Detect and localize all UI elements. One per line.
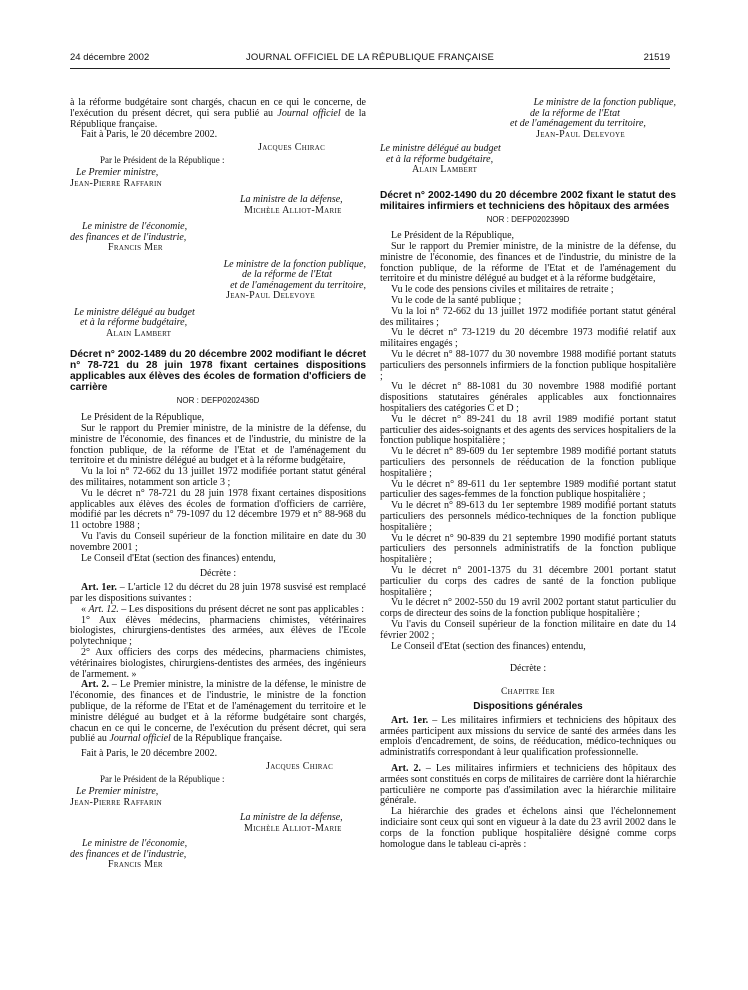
visa-law: Vu la loi n° 72-662 du 13 juillet 1972 modifiée portant statut général des militaires, notamment son article 3 ; bbox=[70, 466, 366, 489]
left-column bbox=[70, 98, 366, 871]
budget-minister-name: Alain Lambert bbox=[106, 327, 172, 339]
visa-item: Vu le décret n° 89-609 du 1er septembre 1989 modifié portant statuts particuliers des personnels de rééducation de la fonction publique hospitalière ; bbox=[380, 446, 676, 479]
visa-item: Vu le décret n° 88-1081 du 30 novembre 1988 modifié portant dispositions statutaires générales applicables aux fonctionnaires hospitaliers des catégories C et D ; bbox=[380, 381, 676, 415]
article-12: « Art. 12. – Les dispositions du présent décret ne sont pas applicables : bbox=[81, 603, 365, 615]
nor-reference: NOR : DEFP0202436D bbox=[176, 396, 260, 406]
pm-title: Le Premier ministre, bbox=[76, 167, 159, 179]
right-column bbox=[380, 98, 676, 850]
visa-list bbox=[380, 242, 676, 652]
signature-president: Jacques Chirac bbox=[258, 142, 326, 154]
visa-item: Vu le décret n° 2002-550 du 19 avril 2002 portant statut particulier du corps de directeur des soins de la fonction publique hospitalière ; bbox=[380, 597, 676, 620]
visa-decree: Vu le décret n° 78-721 du 28 juin 1978 fixant certaines dispositions applicables aux élèves des écoles de formation d'officiers de carrière, modifié par les décrets n° 79-1097 du 12 décembre 1979 et n° 88-968 du 11 octobre 1988 ; bbox=[70, 487, 366, 532]
economy2-minister-name: Francis Mer bbox=[108, 859, 163, 871]
done-at-paris-2: Fait à Paris, le 20 décembre 2002. bbox=[81, 748, 218, 760]
visa-report: Sur le rapport du Premier ministre, de la ministre de la défense, du ministre de l'économie, des finances et de l'industrie, du ministre de la fonction publique, de la réforme de l'Etat et de l'aménagement du territoire et du ministre délégué au budget et à la réforme budgétaire, bbox=[70, 423, 366, 467]
defense-minister-title: La ministre de la défense, bbox=[240, 194, 343, 206]
visa-item: Vu le décret n° 2001-1375 du 31 décembre 2001 portant statut particulier du corps des cadres de santé de la fonction publique hospitalière ; bbox=[380, 565, 676, 598]
pm-name-2: Jean-Pierre Raffarin bbox=[70, 796, 162, 808]
civil-service-minister-title-1: Le ministre de la fonction publique, bbox=[223, 258, 366, 270]
header-rule bbox=[70, 68, 670, 69]
economy2-minister-title-2: des finances et de l'industrie, bbox=[70, 848, 187, 860]
chapter-heading: Chapitre Ier bbox=[501, 687, 555, 698]
r-article-1: Art. 1er. – Les militaires infirmiers et techniciens des hôpitaux des armées participent aux missions du service de santé des armées dans les emplois d'encadrement, de soins, de rééducation, médico-techniques ou administratifs correspondant à leur qualification professionnelle. bbox=[380, 714, 676, 759]
decree-title-2002-1490: Décret n° 2002-1490 du 20 décembre 2002 fixant le statut des militaires infirmiers et techniciens des hôpitaux des armées bbox=[380, 189, 676, 212]
visa-item: Vu le décret n° 90-839 du 21 septembre 1990 modifié portant statuts particuliers des personnels administratifs de la fonction publique hospitalière ; bbox=[380, 532, 676, 566]
civil-service-minister-title-2: de la réforme de l'Etat bbox=[242, 269, 332, 281]
r-decrete: Décrète : bbox=[509, 663, 547, 675]
page-header bbox=[70, 52, 670, 66]
r-civil-service-minister-title-2: de la réforme de l'Etat bbox=[530, 107, 620, 119]
visa-conseil-etat: Le Conseil d'Etat (section des finances) entendu, bbox=[81, 552, 276, 564]
economy-minister-title-2: des finances et de l'industrie, bbox=[70, 231, 187, 243]
visa-item: Vu le décret n° 89-611 du 1er septembre 1989 modifié portant statut particulier des sages-femmes de la fonction publique hospitalière ; bbox=[380, 478, 676, 501]
visa-item: Sur le rapport du Premier ministre, de la ministre de la défense, du ministre de l'économie, des finances et de l'industrie, du ministre de la fonction publique, de la réforme de l'Etat et de l'aménagement du territoire et du ministre délégué au budget et à la réforme budgétaire, bbox=[380, 241, 676, 285]
visa-item: Le Conseil d'Etat (section des finances) entendu, bbox=[391, 640, 586, 652]
president-line: Le Président de la République, bbox=[81, 412, 205, 424]
pm-title-2: Le Premier ministre, bbox=[76, 786, 159, 798]
chapter-title: Dispositions générales bbox=[473, 700, 583, 712]
defense-minister-title-2: La ministre de la défense, bbox=[240, 812, 343, 824]
civil-service-minister-name: Jean-Paul Delevoye bbox=[226, 290, 315, 302]
signature-president-2: Jacques Chirac bbox=[266, 760, 334, 772]
visa-item: Vu la loi n° 72-662 du 13 juillet 1972 modifiée portant statut général des militaires ; bbox=[380, 305, 676, 328]
header-date: 24 décembre 2002 bbox=[70, 52, 150, 63]
budget-minister-title-2: et à la réforme budgétaire, bbox=[80, 317, 188, 329]
r-budget-minister-title-1: Le ministre délégué au budget bbox=[380, 143, 501, 154]
budget-minister-title-1: Le ministre délégué au budget bbox=[74, 306, 195, 318]
r-article-2-para-2: La hiérarchie des grades et échelons ainsi que l'échelonnement indiciaire sont ceux qui sont en vigueur à la date du 23 avril 2002 dans le corps de la fonction publique hospitalière désigné comme corps homologue dans le tableau ci-après : bbox=[380, 806, 676, 850]
defense-minister-name-2: Michèle Alliot-Marie bbox=[244, 822, 342, 834]
r-civil-service-minister-title-3: et de l'aménagement du territoire, bbox=[510, 118, 646, 129]
by-the-president: Par le Président de la République : bbox=[100, 154, 225, 165]
visa-council: Vu l'avis du Conseil supérieur de la fonction militaire en date du 30 novembre 2001 ; bbox=[70, 531, 366, 553]
visa-item: Vu le décret n° 89-241 du 18 avril 1989 modifié portant statut particulier des aides-soignants et des agents des services hospitaliers de la fonction publique hospitalière ; bbox=[380, 413, 676, 447]
pm-name: Jean-Pierre Raffarin bbox=[70, 177, 162, 189]
done-at-paris: Fait à Paris, le 20 décembre 2002. bbox=[81, 129, 218, 141]
visa-item: Vu le code des pensions civiles et militaires de retraite ; bbox=[391, 284, 614, 296]
visa-item: Vu l'avis du Conseil supérieur de la fonction militaire en date du 14 février 2002 ; bbox=[380, 618, 676, 641]
item-2: 2° Aux officiers des corps des médecins, pharmaciens chimistes, vétérinaires biologistes, chirurgiens-dentistes des armées, des ingénieurs de l'armement. » bbox=[70, 647, 366, 680]
economy-minister-name: Francis Mer bbox=[108, 242, 163, 254]
decree-title-2002-1489: Décret n° 2002-1489 du 20 décembre 2002 modifiant le décret n° 78-721 du 28 juin 1978 fixant certaines dispositions applicables aux élèves des écoles de formation d'officiers de carrière bbox=[70, 349, 366, 394]
economy-minister-title-1: Le ministre de l'économie, bbox=[82, 221, 188, 233]
r-article-2: Art. 2. – Les militaires infirmiers et techniciens des hôpitaux des armées sont constitués en corps de militaires de carrière dont la hiérarchie particulière ne comporte pas d'assimilation avec la hiérarchie militaire générale. bbox=[380, 762, 676, 807]
r-nor-reference: NOR : DEFP0202399D bbox=[486, 214, 570, 224]
economy2-minister-title-1: Le ministre de l'économie, bbox=[82, 838, 188, 850]
visa-item: Vu le code de la santé publique ; bbox=[391, 295, 522, 307]
civil-service-minister-title-3: et de l'aménagement du territoire, bbox=[230, 279, 366, 291]
r-civil-service-minister-title-1: Le ministre de la fonction publique, bbox=[533, 97, 676, 108]
defense-minister-name: Michèle Alliot-Marie bbox=[244, 204, 342, 216]
r-civil-service-minister-name: Jean-Paul Delevoye bbox=[536, 128, 625, 140]
r-budget-minister-name: Alain Lambert bbox=[412, 164, 478, 175]
visa-item: Vu le décret n° 89-613 du 1er septembre 1989 modifié portant statuts particuliers des personnels médico-techniques de la fonction publique hospitalière ; bbox=[380, 500, 676, 533]
article-1: Art. 1er. – L'article 12 du décret du 28 juin 1978 susvisé est remplacé par les dispositions suivantes : bbox=[70, 582, 366, 605]
header-title: JOURNAL OFFICIEL DE LA RÉPUBLIQUE FRANÇAISE bbox=[245, 52, 495, 63]
r-budget-minister-title-2: et à la réforme budgétaire, bbox=[386, 153, 494, 165]
header-page-number: 21519 bbox=[643, 52, 670, 63]
item-1: 1° Aux élèves médecins, pharmaciens chimistes, vétérinaires biologistes, chirurgiens-dentistes des armées, aux élèves de l'Ecole polytechnique ; bbox=[70, 614, 366, 648]
visa-item: Vu le décret n° 73-1219 du 20 décembre 1973 modifié relatif aux militaires engagés ; bbox=[380, 327, 676, 350]
visa-item: Vu le décret n° 88-1077 du 30 novembre 1988 modifié portant statuts particuliers des personnels infirmiers de la fonction publique hospitalière ; bbox=[380, 349, 676, 382]
article-2: Art. 2. – Le Premier ministre, la ministre de la défense, le ministre de l'économie, des finances et de l'industrie, le ministre de la fonction publique, de la réforme de l'Etat et de l'aménagement du territoire et le ministre délégué au budget et à la réforme budgétaire sont chargés, chacun en ce qui le concerne, de l'exécution du présent décret, qui sera publié au Journal officiel de la République française. bbox=[70, 679, 366, 745]
decrete: Décrète : bbox=[199, 568, 237, 580]
by-the-president-2: Par le Président de la République : bbox=[100, 773, 225, 784]
r-president-line: Le Président de la République, bbox=[391, 230, 515, 242]
continuation-paragraph: à la réforme budgétaire sont chargés, chacun en ce qui le concerne, de l'exécution du présent décret, qui sera publié au Journal officiel de la République française. bbox=[70, 97, 366, 130]
